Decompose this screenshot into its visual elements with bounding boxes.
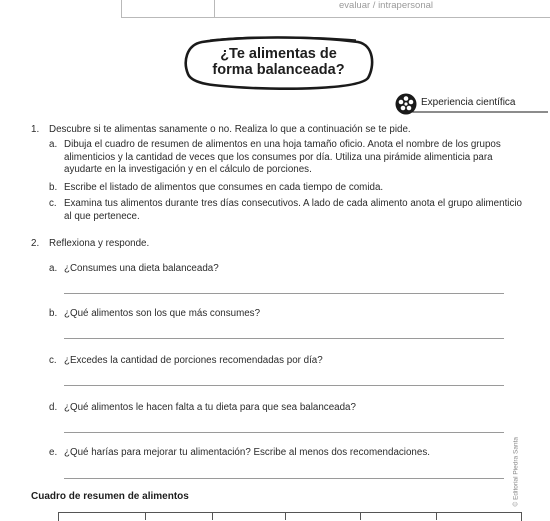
q2-a-text: ¿Consumes una dieta balanceada?	[64, 263, 219, 274]
header-divider	[121, 0, 122, 17]
q2-c-letter: c.	[49, 355, 57, 366]
q1-b-letter: b.	[49, 182, 58, 193]
answer-line[interactable]	[64, 338, 504, 339]
answer-line[interactable]	[64, 478, 504, 479]
q2-b-text: ¿Qué alimentos son los que más consumes?	[64, 308, 261, 319]
q2-b-letter: b.	[49, 308, 58, 319]
q2-e-letter: e.	[49, 447, 58, 458]
page-title	[182, 46, 375, 78]
q2-d-letter: d.	[49, 402, 58, 413]
q2-d-text: ¿Qué alimentos le hacen falta a tu dieta para que sea balanceada?	[64, 402, 356, 413]
table-column-divider	[212, 512, 213, 520]
header-box	[121, 0, 550, 18]
copyright	[512, 437, 520, 507]
table-column-divider	[145, 512, 146, 520]
answer-line[interactable]	[64, 432, 504, 433]
q2-number: 2.	[31, 238, 40, 249]
q1-text: Descubre si te alimentas sanamente o no. Realiza lo que a continuación se te pide.	[49, 124, 411, 135]
q1-a-letter: a.	[49, 139, 58, 150]
q1-a-text: Dibuja el cuadro de resumen de alimentos en una hoja tamaño oficio. Anota el nombre de los grupos alimenticios y la cantidad de veces que los consumes por día. Utiliza una pirámide alimenticia para ayudarte en la investigación y en el cálculo de porciones.	[64, 139, 501, 176]
table-column-divider	[436, 512, 437, 520]
table-column-divider	[360, 512, 361, 520]
title-line-2: forma balanceada?	[212, 62, 345, 78]
table-title: Cuadro de resumen de alimentos	[31, 491, 189, 502]
q2-e-text: ¿Qué harías para mejorar tu alimentación? Escribe al menos dos recomendaciones.	[64, 447, 430, 458]
q1-c-text: Examina tus alimentos durante tres días consecutivos. A lado de cada alimento anota el grupo alimenticio al que pertenece.	[64, 198, 522, 222]
summary-table	[58, 512, 522, 521]
q2-a-letter: a.	[49, 263, 58, 274]
table-column-divider	[285, 512, 286, 520]
answer-line[interactable]	[64, 385, 504, 386]
q2-c-text: ¿Excedes la cantidad de porciones recomendadas por día?	[64, 355, 323, 366]
q1-b-text: Escribe el listado de alimentos que consumes en cada tiempo de comida.	[64, 182, 384, 193]
answer-line[interactable]	[64, 293, 504, 294]
q2-text: Reflexiona y responde.	[49, 238, 150, 249]
copyright-text: © Editorial Piedra Santa	[512, 437, 520, 507]
header-divider	[214, 0, 215, 17]
title-line-1: ¿Te alimentas de	[220, 46, 337, 62]
q1-number: 1.	[31, 124, 40, 135]
q1-c-letter: c.	[49, 198, 57, 209]
molecule-icon	[395, 93, 417, 115]
header-tag: evaluar / intrapersonal	[339, 0, 433, 11]
badge-label: Experiencia científica	[421, 97, 516, 108]
